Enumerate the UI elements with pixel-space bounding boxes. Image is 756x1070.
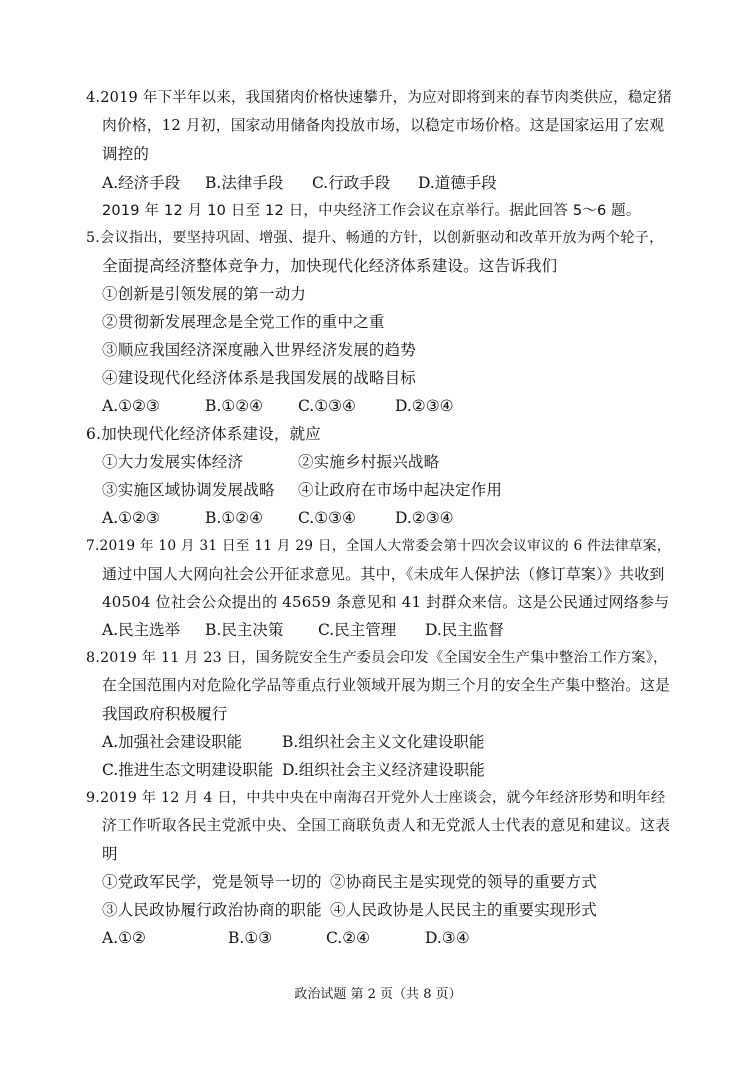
q9-option-c: C.②④ — [326, 929, 371, 947]
material-5-6: 2019 年 12 月 10 日至 12 日，中央经济工作会议在京举行。据此回答 5～6 题。 — [102, 203, 641, 219]
q7-option-d: D.民主监督 — [425, 621, 504, 639]
q8-stem-line-2: 在全国范围内对危险化学品等重点行业领域开展为期三个月的安全生产集中整治。这是 — [102, 677, 671, 694]
q5-option-a: A.①②③ — [102, 397, 160, 415]
q4-option-a: A.经济手段 — [102, 174, 181, 192]
q9-stem-line-1: 9.2019 年 12 月 4 日，中共中央在中南海召开党外人士座谈会，就今年经济形势和明年经 — [86, 790, 666, 806]
q5-option-c: C.①③④ — [298, 397, 356, 415]
q6-option-b: B.①②④ — [205, 509, 264, 527]
q8-option-d: D.组织社会主义经济建设职能 — [282, 761, 485, 779]
q4-option-b: B.法律手段 — [205, 174, 284, 192]
q8-option-b: B.组织社会主义文化建设职能 — [282, 733, 485, 751]
q6-item-1: ①大力发展实体经济 — [102, 453, 244, 471]
q9-option-d: D.③④ — [425, 929, 470, 947]
q9-option-b: B.①③ — [228, 929, 273, 947]
q7-stem-line-3: 40504 位社会公众提出的 45659 条意见和 41 封群众来信。这是公民通过网络参与 — [102, 593, 670, 611]
q6-stem-line-1: 6.加快现代化经济体系建设，就应 — [86, 425, 321, 443]
q4-stem-line-2: 肉价格，12 月初，国家动用储备肉投放市场，以稳定市场价格。这是国家运用了宏观 — [102, 117, 665, 134]
q7-option-c: C.民主管理 — [318, 621, 397, 639]
q5-item-1: ①创新是引领发展的第一动力 — [102, 285, 307, 303]
q8-option-c: C.推进生态文明建设职能 — [102, 761, 274, 779]
q5-option-b: B.①②④ — [205, 397, 264, 415]
q9-item-1: ①党政军民学，党是领导一切的 — [102, 873, 322, 891]
q5-item-4: ④建设现代化经济体系是我国发展的战略目标 — [102, 369, 417, 387]
q7-option-b: B.民主决策 — [205, 621, 284, 639]
q5-option-d: D.②③④ — [395, 397, 454, 415]
q7-stem-line-1: 7.2019 年 10 月 31 日至 11 月 29 日，全国人大常委会第十四次会议审议的 6 件法律草案， — [86, 538, 671, 554]
q9-option-a: A.①② — [102, 929, 146, 947]
q8-stem-line-3: 我国政府积极履行 — [102, 705, 228, 723]
q5-stem-line-2: 全面提高经济整体竞争力，加快现代化经济体系建设。这告诉我们 — [102, 257, 558, 275]
q6-item-3: ③实施区域协调发展战略 — [102, 481, 275, 499]
q5-item-2: ②贯彻新发展理念是全党工作的重中之重 — [102, 313, 385, 331]
q6-item-4: ④让政府在市场中起决定作用 — [298, 481, 503, 499]
q4-option-c: C.行政手段 — [312, 174, 391, 192]
q6-item-2: ②实施乡村振兴战略 — [298, 453, 440, 471]
q8-option-a: A.加强社会建设职能 — [102, 733, 243, 751]
q4-stem-line-1: 4.2019 年下半年以来，我国猪肉价格快速攀升，为应对即将到来的春节肉类供应，稳定猪 — [86, 90, 672, 106]
q9-item-3: ③人民政协履行政治协商的职能 — [102, 901, 322, 919]
q8-stem-line-1: 8.2019 年 11 月 23 日，国务院安全生产委员会印发《全国安全生产集中整治工作方案》， — [86, 650, 668, 666]
q9-item-2: ②协商民主是实现党的领导的重要方式 — [330, 873, 597, 891]
q5-stem-line-1: 5.会议指出，要坚持巩固、增强、提升、畅通的方针，以创新驱动和改革开放为两个轮子， — [86, 230, 664, 246]
q6-option-d: D.②③④ — [395, 509, 454, 527]
q7-option-a: A.民主选举 — [102, 621, 181, 639]
q9-item-4: ④人民政协是人民民主的重要实现形式 — [330, 901, 597, 919]
q6-option-c: C.①③④ — [298, 509, 356, 527]
q6-option-a: A.①②③ — [102, 509, 160, 527]
page-footer: 政治试题 第 2 页（共 8 页） — [294, 987, 462, 1002]
q5-item-3: ③顺应我国经济深度融入世界经济发展的趋势 — [102, 341, 417, 359]
q9-stem-line-3: 明 — [102, 845, 118, 863]
q4-option-d: D.道德手段 — [418, 174, 497, 192]
q4-stem-line-3: 调控的 — [102, 145, 150, 163]
q7-stem-line-2: 通过中国人大网向社会公开征求意见。其中，《未成年人保护法（修订草案）》共收到 — [102, 565, 665, 583]
q9-stem-line-2: 济工作听取各民主党派中央、全国工商联负责人和无党派人士代表的意见和建议。这表 — [102, 817, 671, 834]
